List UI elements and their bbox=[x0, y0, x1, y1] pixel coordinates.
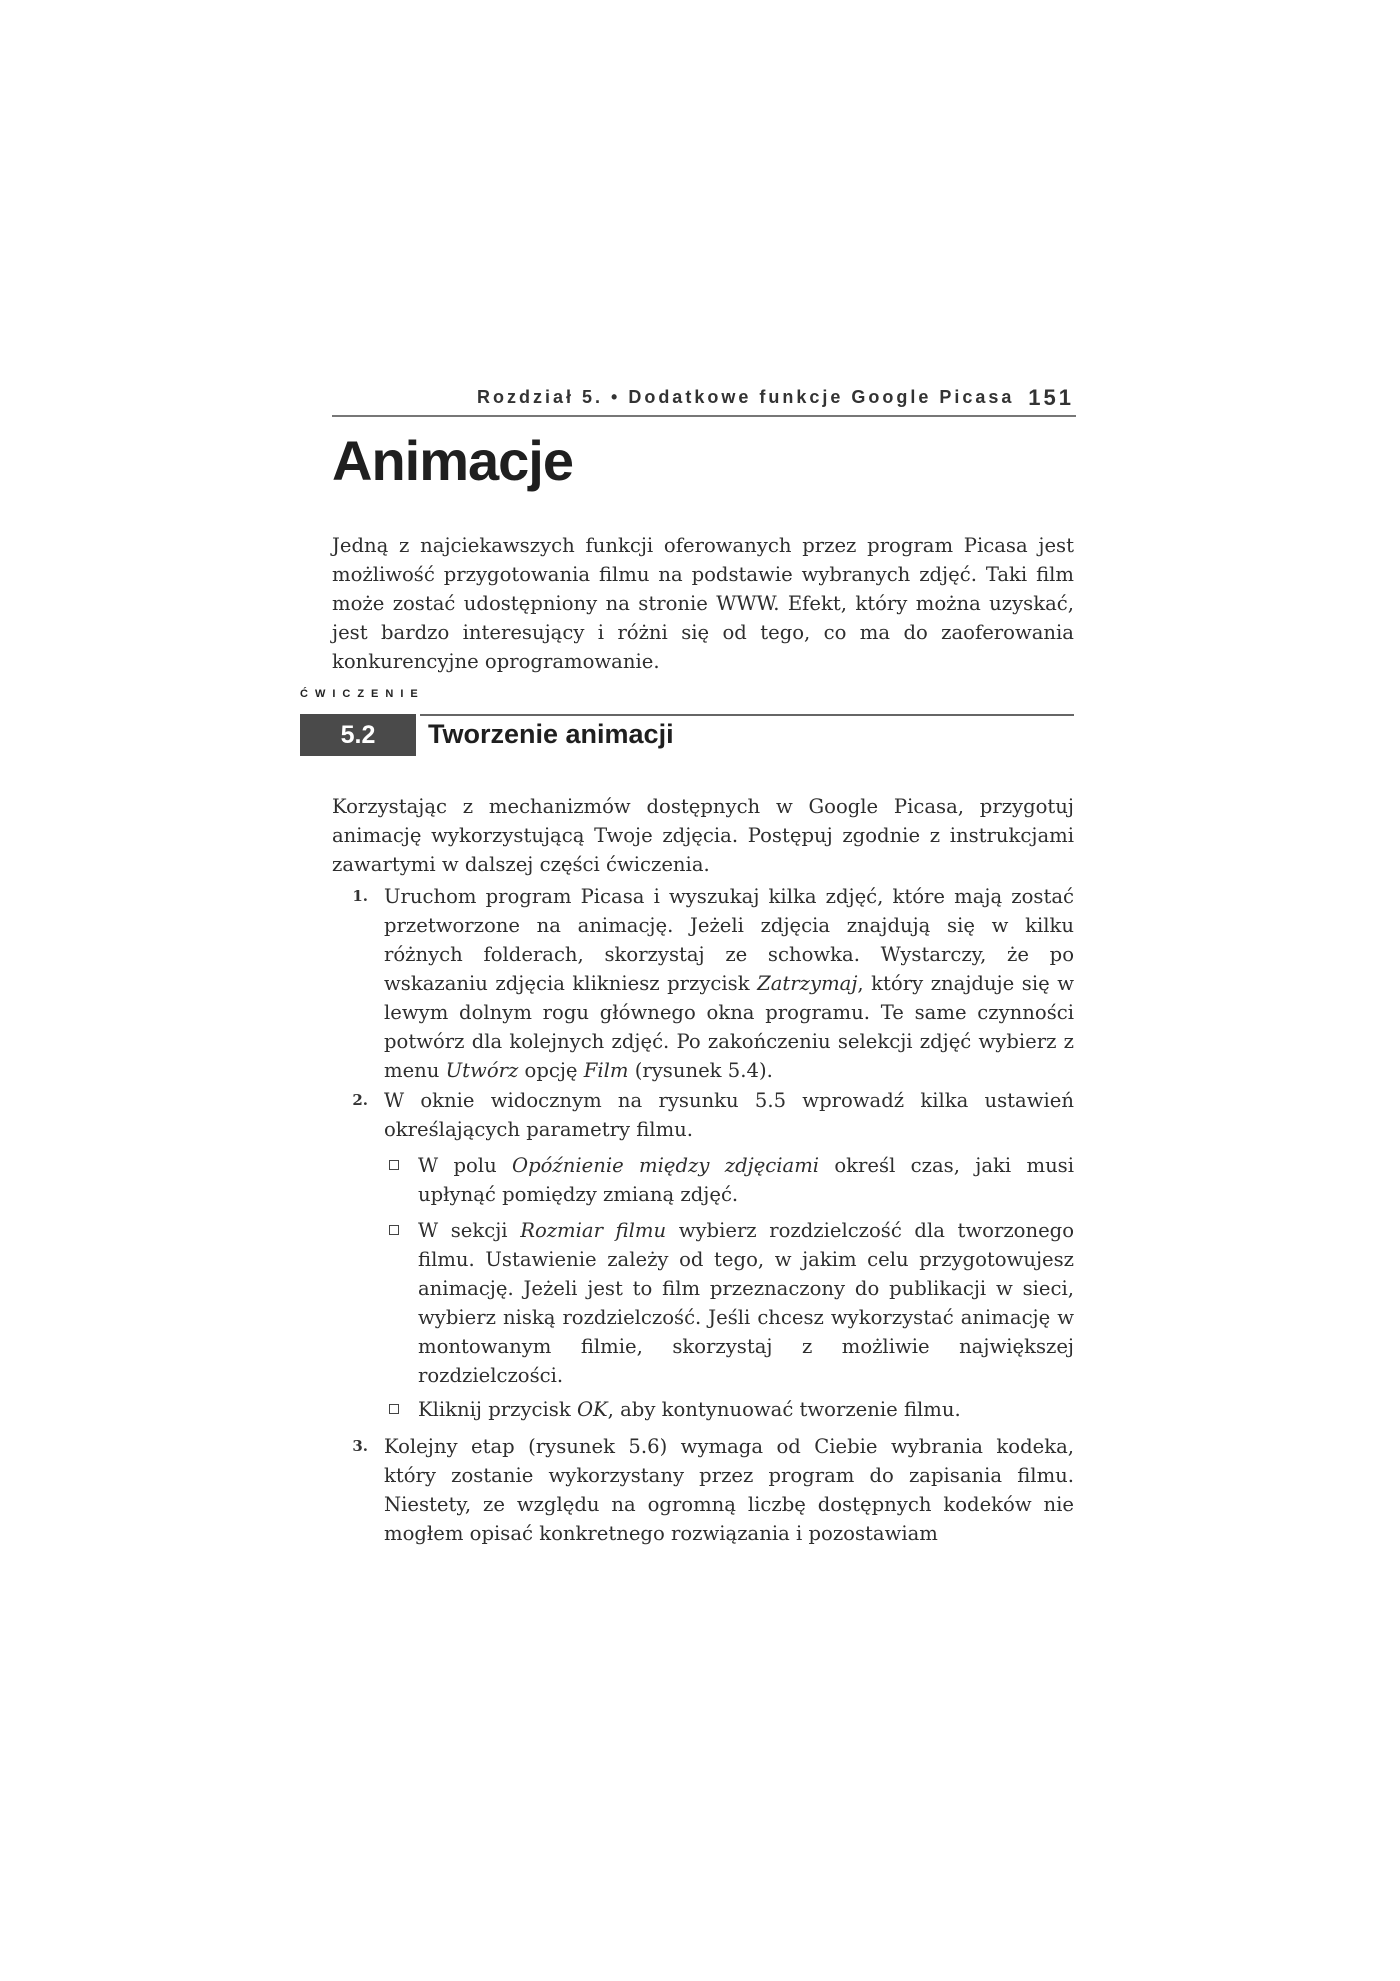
checkbox-square-icon bbox=[389, 1160, 399, 1170]
bullet-text: W polu Opóźnienie między zdjęciami określ czas, jaki musi upłynąć pomiędzy zmianą zdjęć. bbox=[418, 1154, 1075, 1206]
intro-paragraph: Jedną z najciekawszych funkcji oferowanych przez program Picasa jest możliwość przygotowania filmu na podstawie wybranych zdjęć. Taki film może zostać udostępniony na stronie WWW. Efekt, który można uzyskać, jest bardzo interesujący i różni się od tego, co ma do zaoferowania konkurencyjne oprogramowanie. bbox=[332, 534, 1074, 673]
running-head bbox=[332, 385, 1076, 417]
section-title: Animacje bbox=[332, 429, 573, 492]
page-number: 151 bbox=[1028, 385, 1074, 410]
step-text: W oknie widocznym na rysunku 5.5 wprowadź kilka ustawień określających parametry filmu. bbox=[384, 1089, 1074, 1141]
step-number: 3. bbox=[352, 1437, 368, 1455]
checkbox-square-icon bbox=[389, 1404, 399, 1414]
ui-term-opoznienie: Opóźnienie między zdjęciami bbox=[512, 1154, 820, 1177]
step-number: 2. bbox=[352, 1091, 368, 1109]
ui-term-zatrzymaj: Zatrzymaj bbox=[757, 972, 858, 995]
exercise-number-badge: 5.2 bbox=[300, 714, 416, 756]
ui-term-rozmiar-filmu: Rozmiar filmu bbox=[520, 1219, 667, 1242]
ui-term-ok: OK bbox=[576, 1398, 608, 1421]
exercise-divider bbox=[420, 714, 1074, 716]
step-number: 1. bbox=[352, 887, 368, 905]
bullet-text: W sekcji Rozmiar filmu wybierz rozdzielczość dla tworzonego filmu. Ustawienie zależy od tego, w jakim celu przygotowujesz animację. Jeżeli jest to film przeznaczony do publikacji w sieci, wybierz niską rozdzielczość. Jeśli chcesz wykorzystać animację w montowanym filmie, skorzystaj z możliwie największej rozdzielczości. bbox=[418, 1219, 1074, 1387]
step-text: Uruchom program Picasa i wyszukaj kilka zdjęć, które mają zostać przetworzone na animację. Jeżeli zdjęcia znajdują się w kilku różnych folderach, skorzystaj ze schowka. Wystarczy, że po wskazaniu zdjęcia klikniesz przycisk Zatrzymaj, który znajduje się w lewym dolnym rogu głównego okna programu. Te same czynności potwórz dla kolejnych zdjęć. Po zakończeniu selekcji zdjęć wybierz z menu Utwórz opcję Film (rysunek 5.4). bbox=[384, 885, 1075, 1082]
running-head-title: Rozdział 5. • Dodatkowe funkcje Google Picasa bbox=[477, 387, 1015, 407]
exercise-title: Tworzenie animacji bbox=[428, 719, 674, 749]
checkbox-square-icon bbox=[389, 1225, 399, 1235]
step-text: Kolejny etap (rysunek 5.6) wymaga od Ciebie wybrania kodeka, który zostanie wykorzystany przez program do zapisania filmu. Niestety, ze względu na ogromną liczbę dostępnych kodeków nie mogłem opisać konkretnego rozwiązania i pozostawiam bbox=[384, 1435, 1074, 1545]
ui-term-utworz: Utwórz bbox=[445, 1059, 519, 1082]
exercise-lead-paragraph: Korzystając z mechanizmów dostępnych w Google Picasa, przygotuj animację wykorzystującą Twoje zdjęcia. Postępuj zgodnie z instrukcjami zawartymi w dalszej części ćwiczenia. bbox=[332, 795, 1074, 876]
bullet-text: Kliknij przycisk OK, aby kontynuować tworzenie filmu. bbox=[418, 1398, 961, 1421]
ui-term-film: Film bbox=[583, 1059, 629, 1082]
exercise-label: ĆWICZENIE bbox=[300, 688, 425, 700]
